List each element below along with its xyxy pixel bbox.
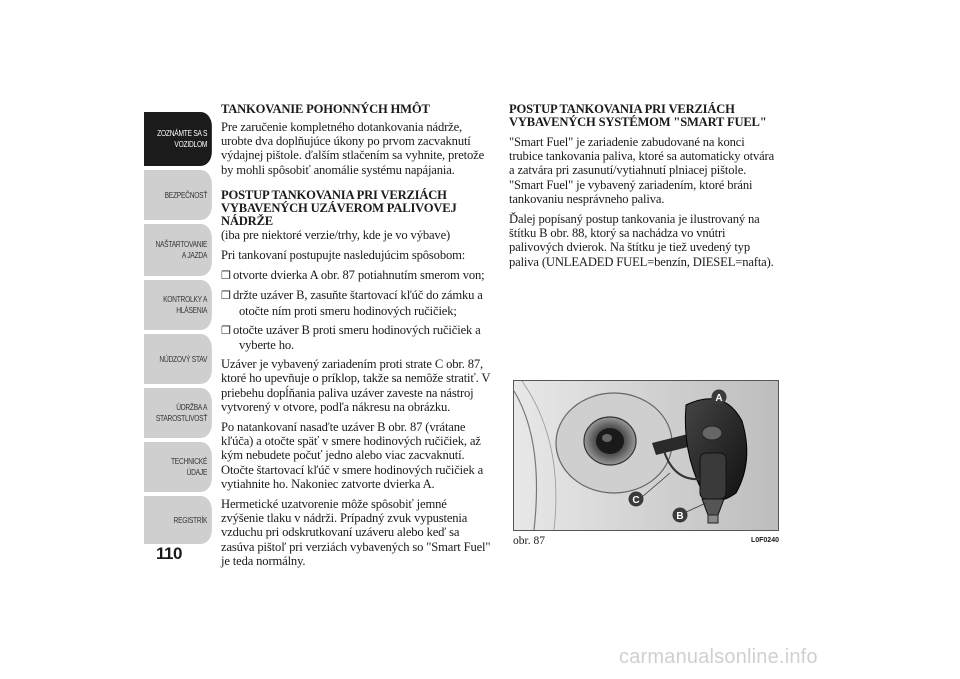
sidebar-item-label: REGISTRÍK xyxy=(173,514,208,525)
sidebar-item-label: VOZIDLOM xyxy=(174,139,208,149)
heading-line: NÁDRŽE xyxy=(221,213,273,228)
left-column xyxy=(221,103,492,574)
list-item xyxy=(221,323,492,352)
sidebar-item-nastartovanie[interactable] xyxy=(144,224,212,276)
sidebar-item-bezpecnost[interactable] xyxy=(144,170,212,220)
right-column xyxy=(509,103,781,275)
sidebar-item-technicke-udaje[interactable] xyxy=(144,442,212,492)
fuel-cap-drawing xyxy=(514,381,778,530)
sidebar-item-zoznamte-sa[interactable] xyxy=(144,112,212,166)
sidebar-item-label: ZOZNÁMTE SA S xyxy=(157,128,208,138)
paragraph: Uzáver je vybavený zariadením proti strate C obr. 87, ktoré ho upevňuje o príklop, takže sa nemôže stratiť. V priebehu dopĺňania paliva uzáver zaveste na nástroj vytvorený v otvore, podľa nákresu na obrázku. xyxy=(221,357,491,414)
label-b: B xyxy=(676,511,684,522)
heading-line: POSTUP TANKOVANIA PRI VERZIÁCH xyxy=(221,187,447,202)
paragraph: Ďalej popísaný postup tankovania je ilustrovaný na štítku B obr. 88, ktorý sa nachádza vo vnútri palivových dvierok. Na štítku je tiež uvedený typ paliva (UNLEADED FUEL=benzín, DIESEL=nafta). xyxy=(509,212,774,269)
paragraph: Po natankovaní nasaďte uzáver B obr. 87 (vrátane kľúča) a otočte späť v smere hodinových ručičiek, až kým nebudete počuť jedno alebo viac zacvaknutí. Otočte štartovací kľúč v smere hodinových ručičiek a vytiahnite ho. Nakoniec zatvorte dvierka A. xyxy=(221,420,484,491)
sidebar-item-label: A JAZDA xyxy=(181,250,208,260)
sidebar-item-label: TECHNICKÉ xyxy=(170,456,208,466)
sidebar-item-label: ÚDRŽBA A xyxy=(176,402,208,412)
sidebar-item-label: HLÁSENIA xyxy=(176,305,208,315)
section-heading xyxy=(221,189,492,228)
figure-caption-row xyxy=(513,535,779,547)
checkbox-bullet-icon: ❒ xyxy=(221,270,231,283)
list-item-text: otočte uzáver B proti smeru hodinových ručičiek a vyberte ho. xyxy=(233,322,481,353)
fuel-door-illustration xyxy=(513,380,779,531)
label-a: A xyxy=(715,393,723,404)
sidebar-item-label: NÚDZOVÝ STAV xyxy=(159,353,208,364)
sidebar-item-label: STAROSTLIVOSŤ xyxy=(155,413,208,423)
checkbox-bullet-icon: ❒ xyxy=(221,324,231,337)
list-item xyxy=(221,288,492,317)
section-heading xyxy=(509,103,781,129)
checkbox-bullet-icon: ❒ xyxy=(221,290,231,303)
figure-caption: obr. 87 xyxy=(513,535,545,547)
section-heading: TANKOVANIE POHONNÝCH HMÔT xyxy=(221,102,430,116)
list-item xyxy=(221,268,492,283)
heading-line: POSTUP TANKOVANIA PRI VERZIÁCH xyxy=(509,102,735,116)
list-item-text: otvorte dvierka A obr. 87 potiahnutím smerom von; xyxy=(233,268,485,283)
sidebar-item-label: KONTROLKY A xyxy=(163,294,208,304)
sidebar-item-nudzovy-stav[interactable] xyxy=(144,334,212,384)
label-c: C xyxy=(632,495,640,506)
heading-line: VYBAVENÝCH UZÁVEROM PALIVOVEJ xyxy=(221,200,457,215)
sidebar-item-udrzba[interactable] xyxy=(144,388,212,438)
page-number: 110 xyxy=(156,544,182,563)
paragraph: "Smart Fuel" je zariadenie zabudované na konci trubice tankovania paliva, ktoré sa automaticky otvára a zatvára pri zasunutí/vytiahnutí plniacej pištole. "Smart Fuel" je vybavený zariadením, ktoré bráni tankovaniu nesprávneho paliva. xyxy=(509,135,775,206)
subnote: (iba pre niektoré verzie/trhy, kde je vo výbave) xyxy=(221,227,451,242)
heading-line: VYBAVENÝCH SYSTÉMOM "SMART FUEL" xyxy=(509,115,767,129)
sidebar-item-label: BEZPEČNOSŤ xyxy=(164,189,208,200)
sidebar-item-kontrolky[interactable] xyxy=(144,280,212,330)
sidebar-item-label: NAŠTARTOVANIE xyxy=(155,239,208,249)
paragraph: Pre zaručenie kompletného dotankovania nádrže, urobte dva doplňujúce úkony po prvom zacvaknutí výdajnej pištole. ďalším stlačením sa vyhnite, pretože by mohli spôsobiť anomálie systému napájania. xyxy=(221,120,485,177)
sidebar-item-label: ÚDAJE xyxy=(186,467,208,477)
sidebar-item-registrik[interactable] xyxy=(144,496,212,544)
figure-code: L0F0240 xyxy=(750,537,779,544)
watermark: carmanualsonline.info xyxy=(619,646,818,668)
list-item-text: držte uzáver B, zasuňte štartovací kľúč do zámku a otočte ním proti smeru hodinových ručičiek; xyxy=(233,288,483,318)
paragraph: Hermetické uzatvorenie môže spôsobiť jemné zvýšenie tlaku v nádrži. Prípadný zvuk vypustenia vzduchu pri odskrutkovaní uzáveru alebo keď sa zasúva pištoľ pri verziách vybavených so "Smart Fuel" je teda normálny. xyxy=(221,497,491,568)
paragraph: Pri tankovaní postupujte nasledujúcim spôsobom: xyxy=(221,248,466,263)
